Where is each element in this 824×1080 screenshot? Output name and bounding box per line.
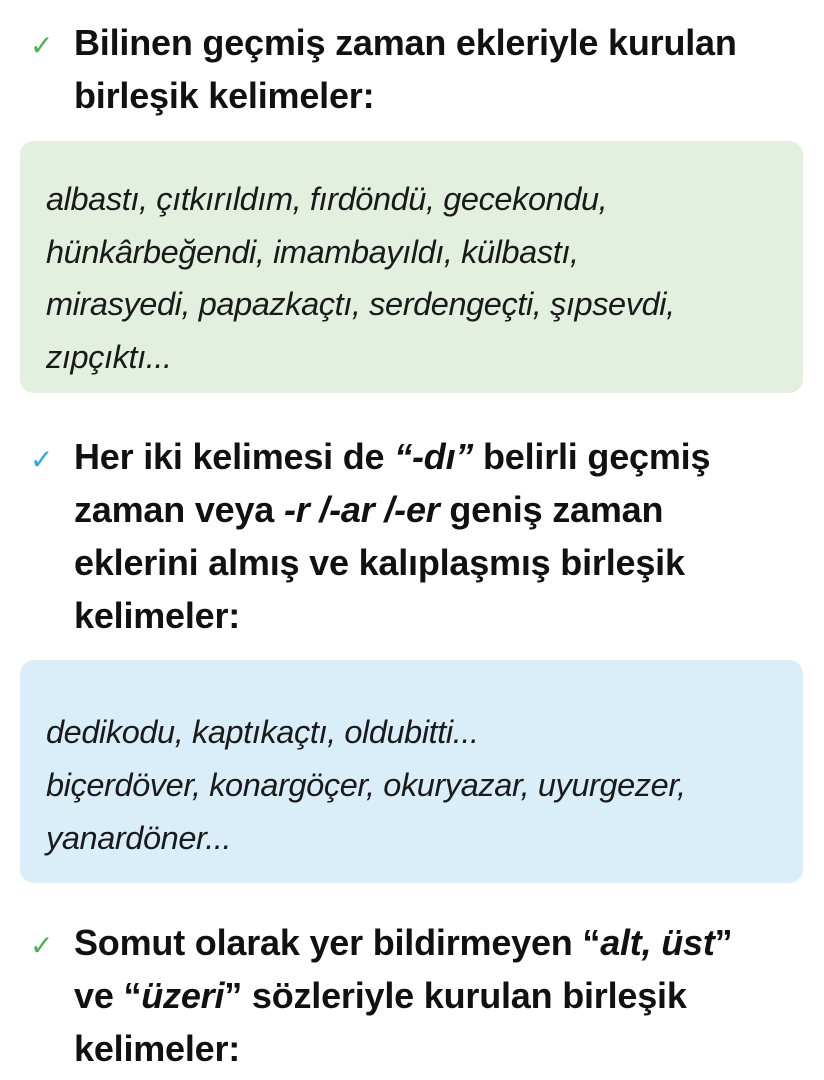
section-2-heading: [74, 430, 794, 642]
example-line: dedikodu, kaptıkaçtı, oldubitti...: [46, 714, 479, 750]
heading-line: kelimeler:: [74, 595, 241, 636]
heading-line: ve “üzeri” sözleriyle kurulan birleşik: [74, 975, 687, 1016]
check-icon: ✓: [30, 443, 54, 476]
example-box-blue: [20, 660, 803, 883]
example-line: zıpçıktı...: [46, 338, 172, 375]
heading-line: Her iki kelimesi de “-dı” belirli geçmiş: [74, 436, 711, 477]
example-box-green: [20, 141, 803, 393]
example-line: yanardöner...: [46, 820, 232, 856]
heading-suffix-em: -r /-ar /-er: [283, 489, 440, 530]
heading-line: kelimeler:: [74, 1028, 241, 1069]
heading-line: birleşik kelimeler:: [74, 75, 375, 116]
check-icon: ✓: [30, 29, 54, 62]
example-line: biçerdöver, konargöçer, okuryazar, uyurgezer,: [46, 767, 686, 803]
heading-em: üzeri: [141, 975, 225, 1016]
heading-line: Bilinen geçmiş zaman ekleriyle kurulan: [74, 22, 737, 63]
heading-line: zaman veya -r /-ar /-er geniş zaman: [74, 489, 664, 530]
heading-line: eklerini almış ve kalıplaşmış birleşik: [74, 542, 685, 583]
example-line: hünkârbeğendi, imambayıldı, külbastı,: [46, 233, 579, 270]
section-1-heading: [74, 16, 794, 122]
example-line: albastı, çıtkırıldım, fırdöndü, gecekondu,: [46, 181, 608, 217]
heading-line: Somut olarak yer bildirmeyen “alt, üst”: [74, 922, 733, 963]
check-icon: ✓: [30, 929, 54, 962]
heading-em: alt, üst: [600, 922, 715, 963]
section-3-heading: [74, 916, 794, 1075]
heading-suffix-em: “-dı”: [394, 436, 474, 477]
example-line: mirasyedi, papazkaçtı, serdengeçti, şıpsevdi,: [46, 286, 675, 322]
